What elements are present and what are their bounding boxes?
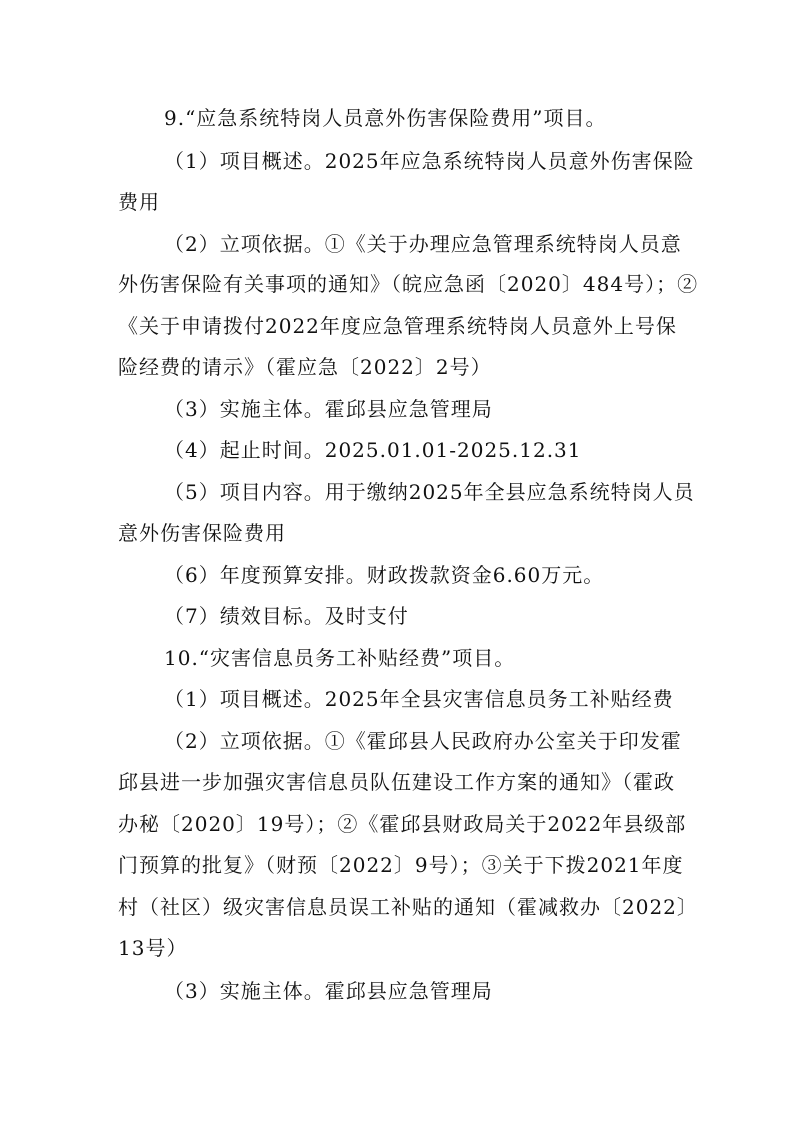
section-9-item-2: （2）立项依据。①《关于办理应急管理系统特岗人员意	[164, 232, 682, 256]
section-10-item-2-cont-2: 办秘〔2020〕19号）；②《霍邱县财政局关于2022年县级部	[118, 812, 687, 836]
section-9-item-1: （1）项目概述。2025年应急系统特岗人员意外伤害保险	[164, 149, 695, 173]
section-9-item-5: （5）项目内容。用于缴纳2025年全县应急系统特岗人员	[164, 480, 695, 504]
section-10-item-2-cont-5: 13号）	[118, 936, 188, 960]
section-10-item-3: （3）实施主体。霍邱县应急管理局	[164, 979, 493, 1003]
section-10-heading: 10.“灾害信息员务工补贴经费”项目。	[164, 646, 516, 670]
section-9-item-6: （6）年度预算安排。财政拨款资金6.60万元。	[164, 563, 605, 587]
section-10-item-2-cont-3: 门预算的批复》（财预〔2022〕9号）；③关于下拨2021年度	[118, 853, 684, 877]
section-9-item-4: （4）起止时间。2025.01.01-2025.12.31	[164, 438, 582, 462]
section-9-item-5-cont: 意外伤害保险费用	[118, 521, 286, 545]
section-9-item-3: （3）实施主体。霍邱县应急管理局	[164, 397, 493, 421]
section-9-item-2-cont-2: 《关于申请拨付2022年度应急管理系统特岗人员意外上号保	[118, 314, 677, 338]
section-10-item-2-cont-4: 村（社区）级灾害信息员误工补贴的通知（霍减救办〔2022〕	[118, 895, 698, 919]
section-9-item-1-cont: 费用	[118, 190, 160, 214]
section-10-item-2: （2）立项依据。①《霍邱县人民政府办公室关于印发霍	[164, 729, 682, 753]
section-10-item-1: （1）项目概述。2025年全县灾害信息员务工补贴经费	[164, 687, 674, 711]
section-9-item-7: （7）绩效目标。及时支付	[164, 604, 409, 628]
section-9-item-2-cont-3: 险经费的请示》（霍应急〔2022〕2号）	[118, 355, 492, 379]
section-9-item-2-cont-1: 外伤害保险有关事项的通知》（皖应急函〔2020〕484号）；②	[118, 272, 699, 296]
section-10-item-2-cont-1: 邱县进一步加强灾害信息员队伍建设工作方案的通知》（霍政	[118, 770, 675, 794]
section-9-heading: 9.“应急系统特岗人员意外伤害保险费用”项目。	[164, 106, 607, 130]
